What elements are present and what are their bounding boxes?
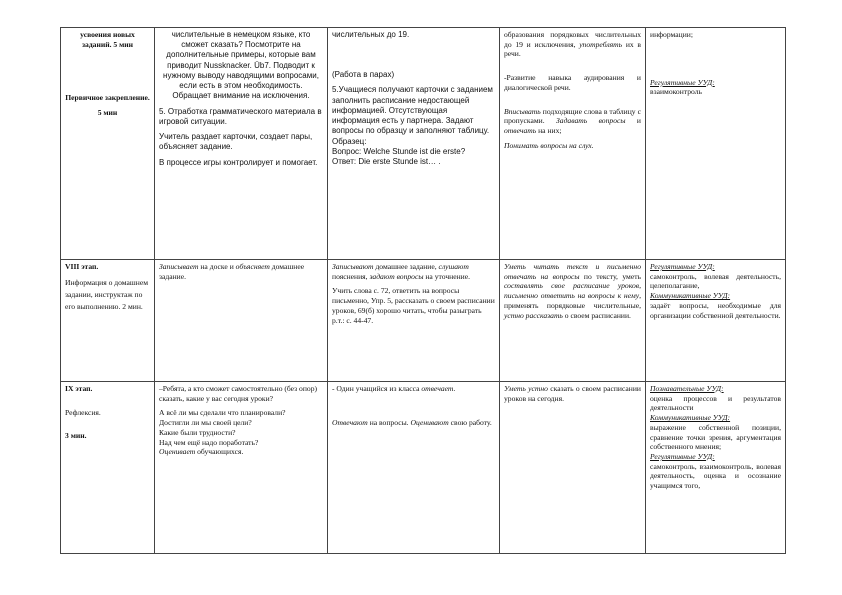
uud-title: Коммуникативные УУД:: [650, 413, 731, 423]
lesson-plan-page: [60, 27, 785, 553]
students-cell: [328, 260, 500, 382]
stage-title: усвоения новых заданий. 5 мин: [80, 30, 135, 49]
uud-text: задаёт вопросы, необходимые для организации собственной деятельности.: [650, 300, 781, 320]
students-text: числительных до 19.: [332, 30, 410, 39]
students-text: Записывают домашнее задание, слушают пояснения, задают вопросы на уточнение.: [332, 262, 470, 281]
teacher-cell: [155, 260, 328, 382]
stage-text: Информация о домашнем задании, инструктаж по его выполнению. 2 мин.: [65, 277, 149, 311]
teacher-cell: [155, 382, 328, 554]
teacher-text: 5. Отработка грамматического материала в игровой ситуации.: [159, 106, 322, 126]
stage-cell: [61, 260, 155, 382]
students-text: 5.Учащиеся получают карточки с заданием заполнить расписание недостающей информацией. Отсутствующая информация есть у партнера. Задают вопросы по образцу и заполняют таблицу. Образец:: [332, 85, 493, 146]
table-row: [61, 28, 786, 260]
results-text: образования порядковых числительных до 19 и исключения, употреблять их в речи.: [504, 30, 641, 59]
results-text: Вписывать подходящие слова в таблицу с пропусками. Задавать вопросы и отвечать на них;: [504, 106, 641, 136]
students-text: Отвечают на вопросы. Оценивают свою работу.: [332, 417, 492, 427]
teacher-text: Какие были трудности?: [159, 427, 236, 437]
stage-cell: [61, 28, 155, 260]
teacher-text: А всё ли мы сделали что планировали?: [159, 408, 286, 418]
results-cell: [500, 260, 646, 382]
uud-title: Регулятивные УУД:: [650, 452, 715, 462]
teacher-text: Над чем ещё надо поработать?: [159, 437, 259, 447]
teacher-text: –Ребята, а кто сможет самостоятельно (без опор) сказать, какие у вас сегодня уроки?: [159, 384, 318, 403]
results-cell: [500, 382, 646, 554]
teacher-text: Записывает на доске и объясняет домашнее задание.: [159, 262, 305, 281]
table-row: [61, 382, 786, 554]
results-text: Уметь устно сказать о своем расписании уроков на сегодня.: [504, 384, 641, 403]
uud-title: Познавательные УУД:: [650, 384, 724, 393]
results-cell: [500, 28, 646, 260]
stage-title: IX этап.: [65, 384, 93, 393]
uud-title: Регулятивные УУД:: [650, 77, 715, 87]
stage-text: Рефлексия.: [65, 407, 101, 417]
uud-cell: [646, 382, 786, 554]
students-text: (Работа в парах): [332, 70, 395, 80]
uud-text: самоконтроль, волевая деятельность, целеполагание,: [650, 271, 781, 291]
teacher-text: числительные в немецком языке, кто сможет сказать? Посмотрите на дополнительные примеры, которые вам приводит Nussknacker. Üb7. Подводит к нужному выводу наводящими вопросами, если есть в этом необходимость. Обращает внимание на исключения.: [163, 30, 319, 101]
uud-text: взаимоконтроль: [650, 87, 702, 97]
uud-text: оценка процессов и результатов деятельности: [650, 393, 781, 413]
uud-cell: [646, 28, 786, 260]
uud-text: самоконтроль, взаимоконтроль, волевая деятельность, оценка и осознание учащимся того,: [650, 461, 781, 491]
teacher-cell: [155, 28, 328, 260]
teacher-text: В процессе игры контролирует и помогает.: [159, 157, 318, 167]
uud-title: Регулятивные УУД:: [650, 262, 715, 271]
students-text: Ответ: Die erste Stunde ist… .: [332, 157, 441, 167]
table-row: [61, 260, 786, 382]
stage-cell: [61, 382, 155, 554]
students-cell: [328, 28, 500, 260]
results-text: -Развитие навыка аудирования и диалогической речи.: [504, 73, 641, 92]
teacher-text: Достигли ли мы своей цели?: [159, 418, 252, 428]
students-text: Вопрос: Welche Stunde ist die erste?: [332, 146, 466, 156]
stage-title: Первичное закрепление.: [65, 93, 150, 103]
stage-time: 5 мин: [97, 108, 118, 118]
teacher-text: Оценивает обучающихся.: [159, 447, 244, 457]
lesson-plan-table: [60, 27, 786, 554]
teacher-text: Учитель раздает карточки, создает пары, объясняет задание.: [159, 132, 313, 152]
uud-text: информации;: [650, 30, 693, 39]
stage-time: 3 мин.: [65, 431, 87, 441]
results-text: Понимать вопросы на слух.: [504, 140, 594, 150]
students-text: Учить слова с. 72, ответить на вопросы письменно, Упр. 5, рассказать о своем расписании уроков, 69(б) хорошо читать, чтобы разыграть р.т.: с. 44-47.: [332, 286, 495, 325]
uud-text: выражение собственной позиции, сравнение точки зрения, аргументация собственного мнения;: [650, 422, 781, 452]
students-text: - Один учащийся из класса отвечает.: [332, 384, 456, 393]
uud-title: Коммуникативные УУД:: [650, 291, 731, 301]
students-cell: [328, 382, 500, 554]
uud-cell: [646, 260, 786, 382]
results-text: Уметь читать текст и письменно отвечать на вопросы по тексту, уметь составлять свое расписание уроков, письменно ответить на вопросы к нему, применять порядковые числительные, устно рассказать о своем расписании.: [504, 262, 641, 320]
stage-title: VIII этап.: [65, 262, 99, 271]
